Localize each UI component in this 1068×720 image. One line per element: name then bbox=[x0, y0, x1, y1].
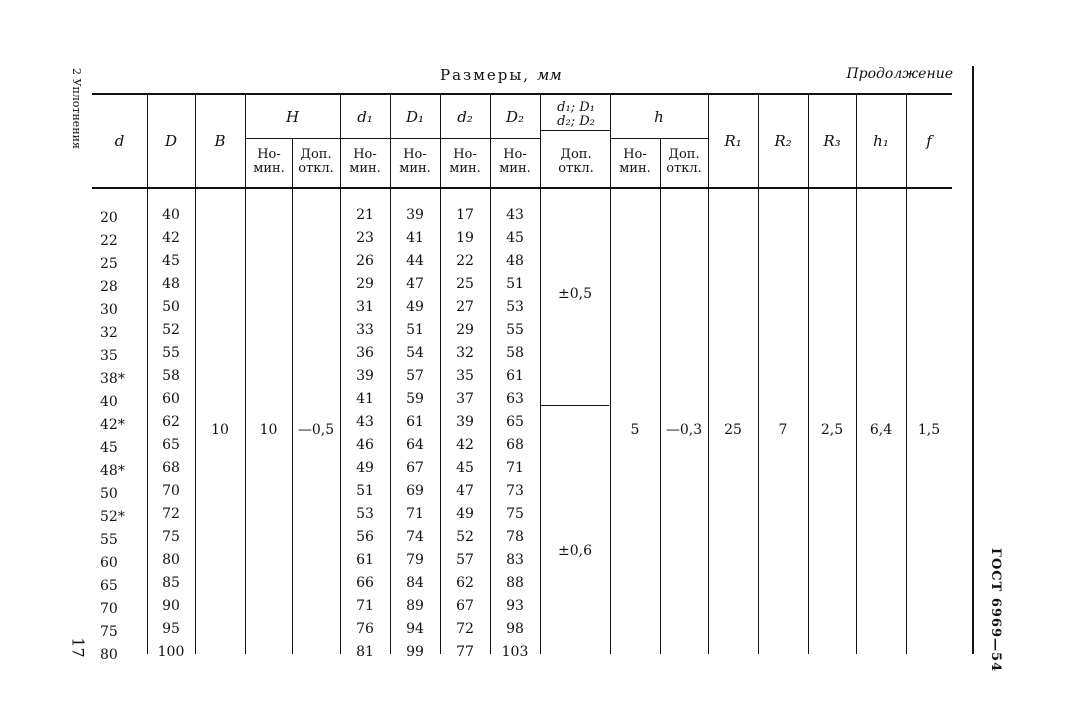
cell-D2: 83 bbox=[506, 552, 524, 568]
cell-D: 85 bbox=[162, 575, 180, 591]
col-rule bbox=[808, 95, 809, 654]
col-rule bbox=[245, 95, 246, 654]
cell-d2: 39 bbox=[456, 414, 474, 430]
subheader-nom: Но- мин. bbox=[349, 147, 381, 176]
cell-D: 62 bbox=[162, 414, 180, 430]
cell-d2: 42 bbox=[456, 437, 474, 453]
cell-d1: 26 bbox=[356, 253, 374, 269]
cell-D1: 69 bbox=[406, 483, 424, 499]
cell-d: 35 bbox=[100, 348, 118, 364]
col-rule bbox=[195, 95, 196, 654]
cell-D: 50 bbox=[162, 299, 180, 315]
cell-d: 48* bbox=[100, 463, 125, 479]
cell-d1: 39 bbox=[356, 368, 374, 384]
cell-D: 55 bbox=[162, 345, 180, 361]
subheader-dop: Доп. откл. bbox=[558, 147, 594, 176]
cell-d1: 21 bbox=[356, 207, 374, 223]
value-R2: 7 bbox=[778, 422, 788, 438]
col-rule bbox=[708, 95, 709, 654]
cell-D1: 84 bbox=[406, 575, 424, 591]
cell-d: 28 bbox=[100, 279, 118, 295]
column-d1 bbox=[344, 204, 386, 664]
column-D1 bbox=[394, 204, 436, 664]
column-D2 bbox=[494, 204, 536, 664]
cell-d1: 29 bbox=[356, 276, 374, 292]
cell-D2: 98 bbox=[506, 621, 524, 637]
cell-d1: 33 bbox=[356, 322, 374, 338]
cell-d: 22 bbox=[100, 233, 118, 249]
cell-D1: 44 bbox=[406, 253, 424, 269]
column-D bbox=[150, 204, 192, 664]
cell-d2: 37 bbox=[456, 391, 474, 407]
cell-D2: 45 bbox=[506, 230, 524, 246]
cell-d1: 56 bbox=[356, 529, 374, 545]
cell-D1: 47 bbox=[406, 276, 424, 292]
subheader-nom: Но- мин. bbox=[499, 147, 531, 176]
header-H: H bbox=[285, 108, 300, 126]
cell-d2: 19 bbox=[456, 230, 474, 246]
cell-D2: 58 bbox=[506, 345, 524, 361]
cell-D2: 53 bbox=[506, 299, 524, 315]
cell-d: 30 bbox=[100, 302, 118, 318]
cell-D1: 67 bbox=[406, 460, 424, 476]
cell-D2: 43 bbox=[506, 207, 524, 223]
cell-D: 95 bbox=[162, 621, 180, 637]
value-H-nom: 10 bbox=[259, 422, 278, 438]
table-header-rule bbox=[92, 187, 952, 189]
page-number: 17 bbox=[68, 637, 88, 658]
cell-D: 100 bbox=[157, 644, 185, 660]
cell-d: 25 bbox=[100, 256, 118, 272]
cell-d1: 66 bbox=[356, 575, 374, 591]
header-B: B bbox=[214, 132, 226, 150]
subheader-dop: Доп. откл. bbox=[666, 147, 702, 176]
column-d bbox=[100, 207, 142, 667]
cell-d: 32 bbox=[100, 325, 118, 341]
cell-d: 20 bbox=[100, 210, 118, 226]
cell-D1: 41 bbox=[406, 230, 424, 246]
title-prefix: Размеры, bbox=[440, 66, 531, 84]
col-rule bbox=[660, 138, 661, 654]
cell-D2: 93 bbox=[506, 598, 524, 614]
header-f: f bbox=[926, 132, 932, 150]
subheader-nom: Но- мин. bbox=[619, 147, 651, 176]
col-rule bbox=[906, 95, 907, 654]
value-h1: 6,4 bbox=[869, 422, 893, 438]
title-unit: мм bbox=[536, 66, 562, 84]
cell-D1: 79 bbox=[406, 552, 424, 568]
cell-d1: 53 bbox=[356, 506, 374, 522]
header-d2: d₂ bbox=[457, 108, 473, 126]
col-rule bbox=[340, 95, 341, 654]
header-D2: D₂ bbox=[505, 108, 525, 126]
cell-d2: 17 bbox=[456, 207, 474, 223]
cell-D: 90 bbox=[162, 598, 180, 614]
col-rule bbox=[610, 95, 611, 654]
cell-d2: 25 bbox=[456, 276, 474, 292]
cell-D1: 89 bbox=[406, 598, 424, 614]
cell-D2: 71 bbox=[506, 460, 524, 476]
cell-d: 70 bbox=[100, 601, 118, 617]
cell-d2: 62 bbox=[456, 575, 474, 591]
cell-d2: 29 bbox=[456, 322, 474, 338]
header-h: h bbox=[654, 108, 664, 126]
cell-D: 45 bbox=[162, 253, 180, 269]
col-rule bbox=[540, 95, 541, 654]
cell-D1: 49 bbox=[406, 299, 424, 315]
header-R3: R₃ bbox=[823, 132, 841, 150]
header-d: d bbox=[114, 132, 125, 150]
cell-D: 70 bbox=[162, 483, 180, 499]
value-tol-2: ±0,6 bbox=[558, 543, 592, 559]
cell-D2: 88 bbox=[506, 575, 524, 591]
cell-d1: 81 bbox=[356, 644, 374, 660]
cell-D: 65 bbox=[162, 437, 180, 453]
value-R3: 2,5 bbox=[820, 422, 844, 438]
cell-d2: 49 bbox=[456, 506, 474, 522]
value-h-dop: —0,3 bbox=[665, 422, 703, 438]
cell-D1: 54 bbox=[406, 345, 424, 361]
cell-D: 58 bbox=[162, 368, 180, 384]
value-tol-1: ±0,5 bbox=[558, 286, 592, 302]
col-rule bbox=[758, 95, 759, 654]
cell-d1: 49 bbox=[356, 460, 374, 476]
header-D1: D₁ bbox=[405, 108, 425, 126]
cell-d2: 35 bbox=[456, 368, 474, 384]
cell-D1: 71 bbox=[406, 506, 424, 522]
section-margin-label: 2 Уплотнения bbox=[70, 68, 83, 149]
cell-d1: 43 bbox=[356, 414, 374, 430]
cell-D2: 51 bbox=[506, 276, 524, 292]
hh-subrule bbox=[610, 138, 708, 139]
cell-D: 68 bbox=[162, 460, 180, 476]
header-tolerance-group: d₁; D₁ d₂; D₂ bbox=[557, 100, 595, 129]
cell-d2: 72 bbox=[456, 621, 474, 637]
subheader-dop: Доп. откл. bbox=[298, 147, 334, 176]
cell-D: 48 bbox=[162, 276, 180, 292]
col-rule bbox=[856, 95, 857, 654]
cell-d2: 45 bbox=[456, 460, 474, 476]
header-d1: d₁ bbox=[357, 108, 373, 126]
cell-D: 72 bbox=[162, 506, 180, 522]
cell-D2: 65 bbox=[506, 414, 524, 430]
cell-d: 75 bbox=[100, 624, 118, 640]
tol-split-rule bbox=[541, 405, 609, 406]
cell-d2: 27 bbox=[456, 299, 474, 315]
cell-D2: 48 bbox=[506, 253, 524, 269]
col-rule bbox=[490, 95, 491, 654]
col-rule bbox=[292, 138, 293, 654]
col-rule bbox=[147, 95, 148, 654]
cell-d2: 47 bbox=[456, 483, 474, 499]
cell-D2: 63 bbox=[506, 391, 524, 407]
cell-d: 52* bbox=[100, 509, 125, 525]
cell-D: 52 bbox=[162, 322, 180, 338]
header-h1: h₁ bbox=[873, 132, 889, 150]
cell-D1: 59 bbox=[406, 391, 424, 407]
cell-D2: 103 bbox=[501, 644, 529, 660]
cell-d2: 32 bbox=[456, 345, 474, 361]
header-R2: R₂ bbox=[774, 132, 792, 150]
cell-D2: 73 bbox=[506, 483, 524, 499]
header-D: D bbox=[164, 132, 178, 150]
value-h-nom: 5 bbox=[630, 422, 640, 438]
cell-d: 80 bbox=[100, 647, 118, 663]
value-H-dop: —0,5 bbox=[297, 422, 335, 438]
cell-D: 80 bbox=[162, 552, 180, 568]
cell-D1: 39 bbox=[406, 207, 424, 223]
col-rule bbox=[440, 95, 441, 654]
continuation-label: Продолжение bbox=[846, 66, 953, 82]
cell-D: 40 bbox=[162, 207, 180, 223]
cell-d2: 67 bbox=[456, 598, 474, 614]
cell-D2: 61 bbox=[506, 368, 524, 384]
cell-d: 50 bbox=[100, 486, 118, 502]
tol-subrule bbox=[540, 130, 610, 131]
cell-d1: 51 bbox=[356, 483, 374, 499]
value-R1: 25 bbox=[724, 422, 742, 438]
value-f: 1,5 bbox=[917, 422, 941, 438]
cell-d1: 23 bbox=[356, 230, 374, 246]
cell-d: 45 bbox=[100, 440, 118, 456]
cell-d2: 22 bbox=[456, 253, 474, 269]
cell-D1: 64 bbox=[406, 437, 424, 453]
cell-D1: 94 bbox=[406, 621, 424, 637]
cell-d: 38* bbox=[100, 371, 125, 387]
subheader-nom: Но- мин. bbox=[253, 147, 285, 176]
cell-d1: 36 bbox=[356, 345, 374, 361]
subheader-nom: Но- мин. bbox=[399, 147, 431, 176]
cell-d2: 77 bbox=[456, 644, 474, 660]
cell-D2: 78 bbox=[506, 529, 524, 545]
col-rule bbox=[390, 95, 391, 654]
page-title bbox=[440, 66, 562, 84]
page-right-rule bbox=[972, 66, 974, 654]
cell-d2: 57 bbox=[456, 552, 474, 568]
cell-D1: 99 bbox=[406, 644, 424, 660]
cell-D2: 68 bbox=[506, 437, 524, 453]
cell-d1: 71 bbox=[356, 598, 374, 614]
table-top-rule bbox=[92, 93, 952, 95]
column-d2 bbox=[444, 204, 486, 664]
subheader-nom: Но- мин. bbox=[449, 147, 481, 176]
cell-d1: 31 bbox=[356, 299, 374, 315]
standard-margin-label: ГОСТ 6969—54 bbox=[988, 548, 1003, 673]
cell-D1: 61 bbox=[406, 414, 424, 430]
cell-D1: 74 bbox=[406, 529, 424, 545]
value-B: 10 bbox=[211, 422, 229, 438]
cell-D2: 55 bbox=[506, 322, 524, 338]
cell-d: 60 bbox=[100, 555, 118, 571]
cell-d1: 41 bbox=[356, 391, 374, 407]
cell-d: 42* bbox=[100, 417, 125, 433]
cell-D2: 75 bbox=[506, 506, 524, 522]
cell-D: 42 bbox=[162, 230, 180, 246]
cell-d2: 52 bbox=[456, 529, 474, 545]
cell-d1: 46 bbox=[356, 437, 374, 453]
cell-d1: 61 bbox=[356, 552, 374, 568]
cell-D: 60 bbox=[162, 391, 180, 407]
cell-D1: 51 bbox=[406, 322, 424, 338]
header-R1: R₁ bbox=[724, 132, 742, 150]
cell-D: 75 bbox=[162, 529, 180, 545]
cell-d: 55 bbox=[100, 532, 118, 548]
cell-d: 65 bbox=[100, 578, 118, 594]
cell-d1: 76 bbox=[356, 621, 374, 637]
cell-d: 40 bbox=[100, 394, 118, 410]
cell-D1: 57 bbox=[406, 368, 424, 384]
